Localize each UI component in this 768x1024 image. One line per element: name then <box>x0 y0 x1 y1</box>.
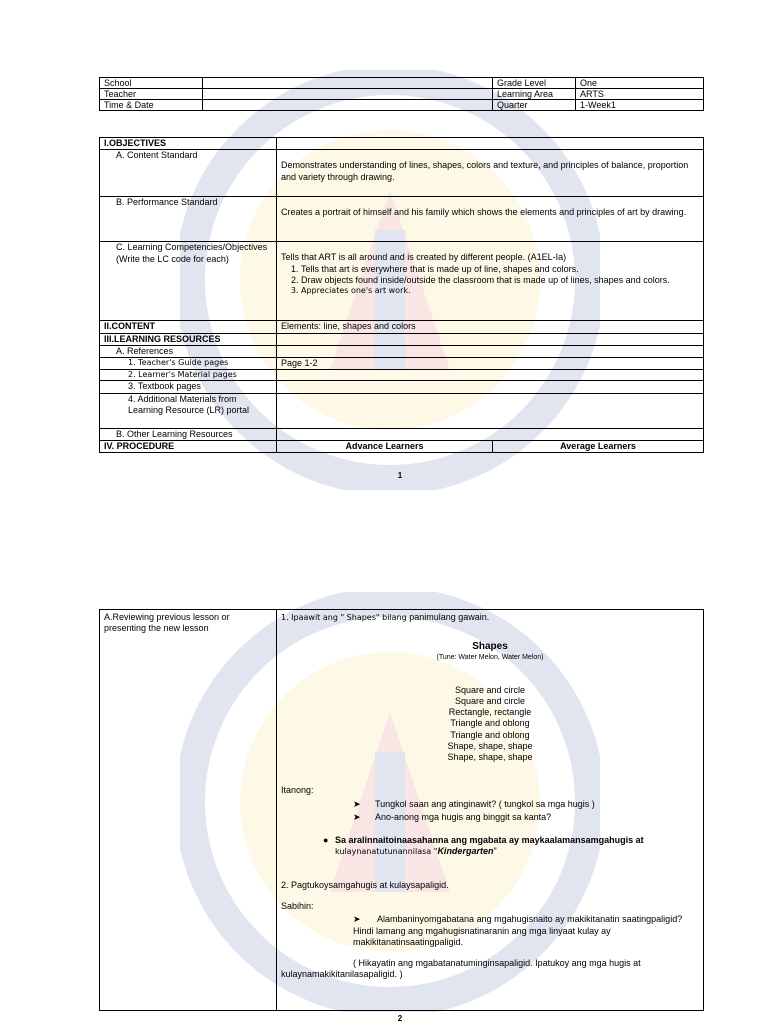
references-label: A. References <box>100 345 277 357</box>
content-heading: II.CONTENT <box>100 321 277 333</box>
advance-learners-header: Advance Learners <box>277 440 493 452</box>
bullet-line-2: kulaynanatutunannilasa "Kindergarten" <box>335 846 497 857</box>
average-learners-header: Average Learners <box>493 440 704 452</box>
hikayatin-text: ( Hikayatin ang mgabatanatuminginsapaligid. Ipatukoy ang mga hugis at kulaynamakikitanilasapaligid. ) <box>281 958 641 980</box>
song-line: Square and circle <box>454 684 526 695</box>
time-date-label: Time & Date <box>100 100 203 111</box>
competency-item: 1. Tells that art is everywhere that is made up of line, shapes and colors. <box>301 264 699 275</box>
review-label: A.Reviewing previous lesson or presenting the new lesson <box>100 610 277 1011</box>
header-table <box>99 77 704 111</box>
ref-additional-materials: 4. Additional Materials from Learning Resource (LR) portal <box>100 393 277 428</box>
competencies-list <box>281 264 699 297</box>
song-line: Square and circle <box>454 695 526 706</box>
lesson-plan-table <box>99 137 704 453</box>
other-resources-label: B. Other Learning Resources <box>100 428 277 440</box>
arrow-bullet-icon: ➤ <box>353 914 361 924</box>
ref-textbook: 3. Textbook pages <box>100 381 277 393</box>
ref-teachers-guide: 1. Teacher's Guide pages <box>100 358 277 370</box>
school-label: School <box>100 78 203 89</box>
competencies-label: C. Learning Competencies/Objectives (Write the LC code for each) <box>100 242 277 321</box>
page-1 <box>0 0 768 510</box>
time-date-value <box>203 100 493 111</box>
song-line: Shape, shape, shape <box>447 752 533 762</box>
sabihin-bullet <box>281 914 699 925</box>
teachers-guide-value: Page 1-2 <box>277 358 704 370</box>
performance-standard-text: Creates a portrait of himself and his family which shows the elements and principles of art by drawing. <box>277 197 704 242</box>
competencies-cell <box>277 242 704 321</box>
performance-standard-label: B. Performance Standard <box>100 197 277 242</box>
page-number: 1 <box>397 471 403 480</box>
question-text: Ano-anong mga hugis ang binggit sa kanta? <box>375 811 552 822</box>
teacher-label: Teacher <box>100 89 203 100</box>
school-value <box>203 78 493 89</box>
sabihin-text: Alambaninyomgabatana ang mgahugisnaito ay makikitanatin saatingpaligid? Hindi lamang ang mgahugisnatinaranin ang mga linyaat kulay ay makikitanatinsaatingpaligid. <box>353 914 683 947</box>
song-line: Triangle and oblong <box>450 718 530 729</box>
itanong-label: Itanong: <box>281 785 314 796</box>
song-title: Shapes <box>472 641 508 653</box>
content-standard-label: A. Content Standard <box>100 150 277 197</box>
dot-bullet-icon: ● <box>323 835 329 845</box>
arrow-bullet-icon: ➤ <box>353 798 361 809</box>
grade-level-label: Grade Level <box>493 78 576 89</box>
learning-area-label: Learning Area <box>493 89 576 100</box>
question-item <box>281 812 699 823</box>
question-text: Tungkol saan ang atinginawit? ( tungkol sa mga hugis ) <box>375 798 595 809</box>
song-line: Rectangle, rectangle <box>448 707 532 717</box>
bullet-line-1: Sa aralinnaitoinaasahanna ang mgabata ay maykaalamansamgahugis at <box>335 835 644 845</box>
page-gap <box>0 510 768 592</box>
content-text: Elements: line, shapes and colors <box>277 321 704 333</box>
objectives-heading: I.OBJECTIVES <box>100 138 277 150</box>
step1-prefix: 1. Ipaawit ang " Shapes" bilang <box>281 613 407 622</box>
ref-learners-material: 2. Learner's Material pages <box>100 370 277 381</box>
teacher-value <box>203 89 493 100</box>
competencies-intro: Tells that ART is all around and is created by different people. (A1EL-Ia) <box>281 252 567 263</box>
song-block <box>281 641 699 763</box>
question-item <box>281 799 699 810</box>
arrow-bullet-icon: ➤ <box>353 811 361 822</box>
procedure-heading: IV. PROCEDURE <box>100 440 277 452</box>
grade-level-value: One <box>576 78 704 89</box>
procedure-table <box>99 609 704 1011</box>
quarter-value: 1-Week1 <box>576 100 704 111</box>
resources-heading: III.LEARNING RESOURCES <box>100 333 277 345</box>
song-tune: (Tune: Water Melon, Water Melon) <box>436 653 544 661</box>
sabihin-label: Sabihin: <box>281 900 314 911</box>
kindergarten-bullet <box>281 835 699 858</box>
song-line: Shape, shape, shape <box>447 740 533 751</box>
learning-area-value: ARTS <box>576 89 704 100</box>
page-number: 2 <box>397 1014 403 1023</box>
step1-suffix: panimulang gawain. <box>406 612 490 622</box>
competency-item: 2. Draw objects found inside/outside the classroom that is made up of lines, shapes and colors. <box>301 275 699 286</box>
step1-line <box>281 612 699 623</box>
step2-line: 2. Pagtukoysamgahugis at kulaysapaligid. <box>281 879 449 890</box>
content-standard-text: Demonstrates understanding of lines, shapes, colors and texture, and principles of balance, proportion and variety through drawing. <box>277 150 704 197</box>
competency-item: 3. Appreciates one's art work. <box>301 286 699 296</box>
quarter-label: Quarter <box>493 100 576 111</box>
review-content <box>277 610 704 1011</box>
song-line: Triangle and oblong <box>450 729 530 740</box>
